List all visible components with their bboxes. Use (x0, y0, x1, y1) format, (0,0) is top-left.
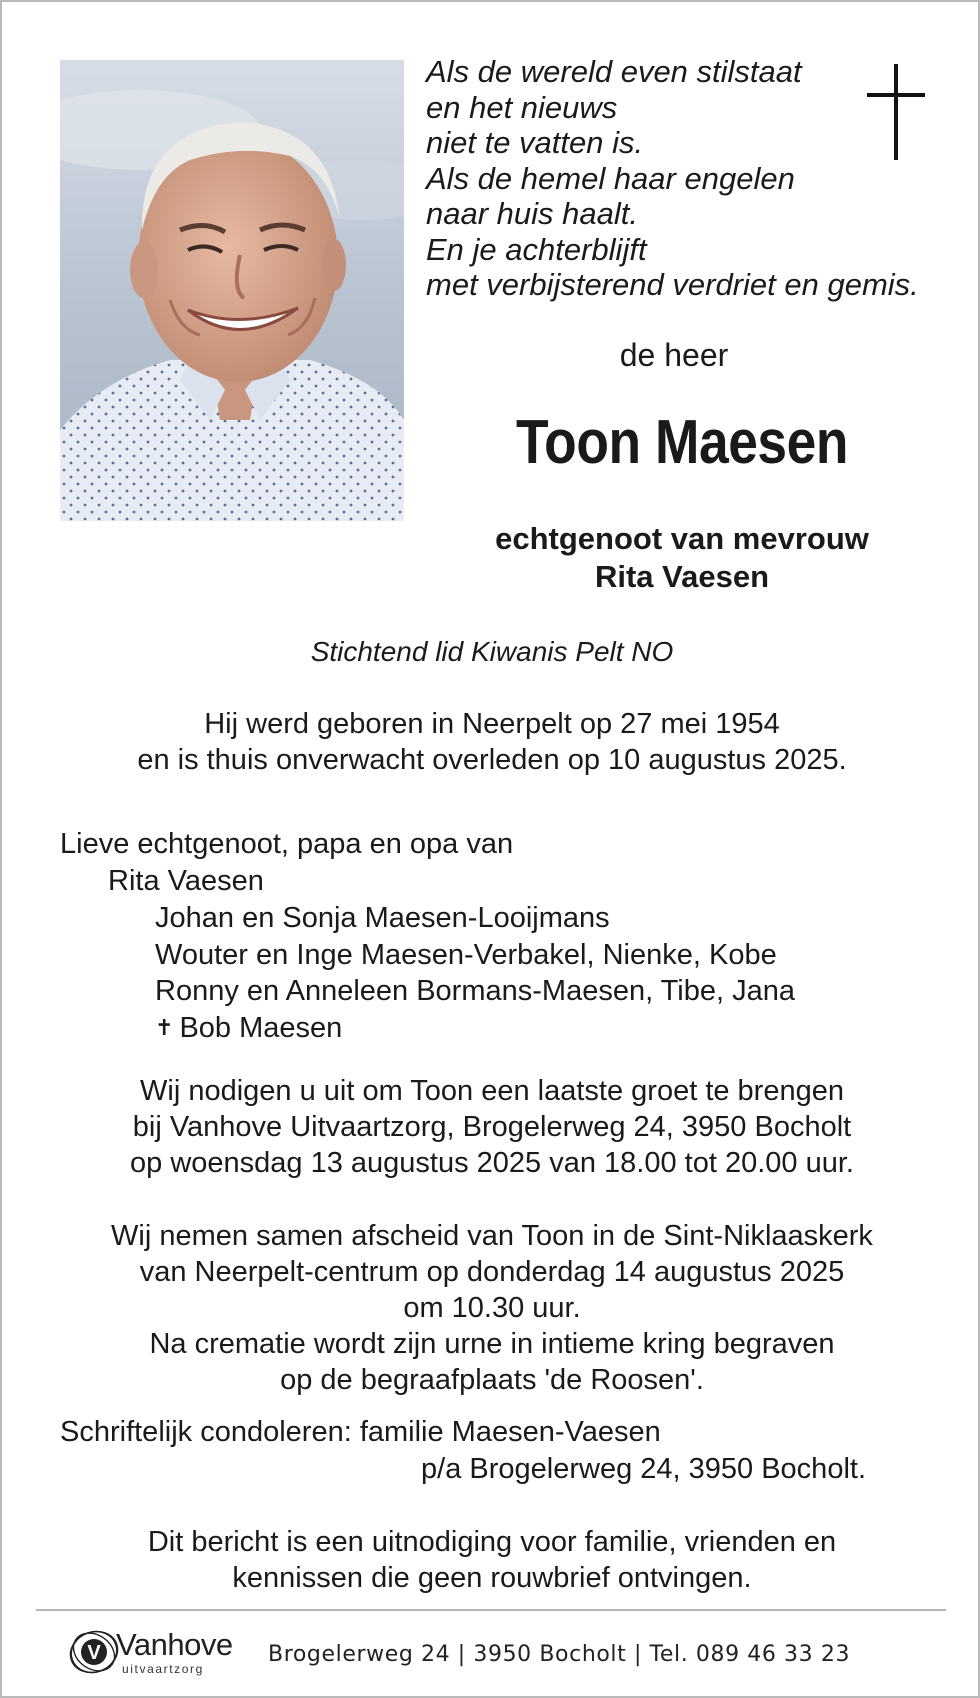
condolence-line: Schriftelijk condoleren: familie Maesen-Vaesen (60, 1416, 661, 1448)
logo-letter: V (87, 1642, 101, 1664)
logo-mark-icon (66, 1624, 122, 1680)
footer-contact: Brogelerweg 24 | 3950 Bocholt | Tel. 089 46 33 23 (268, 1642, 851, 1667)
service-block (42, 1218, 942, 1398)
poem-line: en het nieuws (426, 89, 618, 125)
poem-line: Als de wereld even stilstaat (426, 54, 802, 89)
visitation-line: bij Vanhove Uitvaartzorg, Brogelerweg 24, 3950 Bocholt (132, 1111, 852, 1143)
funeral-home-logo (66, 1624, 254, 1680)
notice-line: Dit bericht is een uitnodiging voor familie, vrienden en (147, 1526, 837, 1558)
visitation-line: op woensdag 13 augustus 2025 van 18.00 tot 20.00 uur. (130, 1147, 854, 1179)
poem-line: En je achterblijft (426, 231, 647, 267)
service-line: op de begraafplaats 'de Roosen'. (280, 1364, 704, 1396)
service-line: Wij nemen samen afscheid van Toon in de Sint-Niklaaskerk (111, 1220, 873, 1252)
poem-line: Als de hemel haar engelen (426, 160, 795, 196)
deceased-family-member: Bob Maesen (179, 1011, 343, 1044)
portrait-photo (60, 60, 404, 521)
logo-subtitle: uitvaartzorg (122, 1662, 204, 1676)
cross-icon (867, 64, 925, 160)
deceased-name: Toon Maesen (515, 408, 849, 477)
poem-line: niet te vatten is. (426, 125, 644, 160)
poem-line: met verbijsterend verdriet en gemis. (426, 267, 919, 302)
divider (36, 1609, 946, 1611)
visitation-block (42, 1073, 942, 1181)
birth-death-block (42, 706, 942, 778)
family-children (155, 900, 795, 1048)
visitation-line: Wij nodigen u uit om Toon een laatste groet te brengen (140, 1075, 844, 1107)
condolence-address: p/a Brogelerweg 24, 3950 Bocholt. (421, 1453, 866, 1485)
spouse-name: Rita Vaesen (594, 559, 770, 594)
list-item: Ronny en Anneleen Bormans-Maesen, Tibe, Jana (155, 975, 796, 1007)
logo-name: Vanhove (116, 1627, 233, 1662)
list-item: Wouter en Inge Maesen-Verbakel, Nienke, Kobe (155, 938, 777, 971)
spouse-block (422, 520, 942, 596)
death-line: en is thuis onverwacht overleden op 10 augustus 2025. (137, 744, 847, 776)
notice-block (42, 1524, 942, 1596)
family-spouse: Rita Vaesen (108, 865, 264, 897)
list-item (155, 1010, 795, 1049)
salutation: de heer (619, 337, 729, 373)
small-cross-icon: ✝ (155, 1014, 174, 1040)
birth-line: Hij werd geboren in Neerpelt op 27 mei 1954 (204, 708, 780, 740)
service-line: om 10.30 uur. (403, 1292, 581, 1324)
spouse-line: echtgenoot van mevrouw (495, 521, 869, 556)
family-intro: Lieve echtgenoot, papa en opa van (60, 828, 514, 860)
membership: Stichtend lid Kiwanis Pelt NO (310, 636, 674, 667)
notice-line: kennissen die geen rouwbrief ontvingen. (232, 1562, 752, 1594)
portrait-image (60, 60, 404, 521)
service-line: Na crematie wordt zijn urne in intieme kring begraven (149, 1328, 835, 1360)
list-item: Johan en Sonja Maesen-Looijmans (155, 902, 610, 934)
poem-line: naar huis haalt. (426, 196, 638, 231)
service-line: van Neerpelt-centrum op donderdag 14 augustus 2025 (139, 1256, 845, 1288)
